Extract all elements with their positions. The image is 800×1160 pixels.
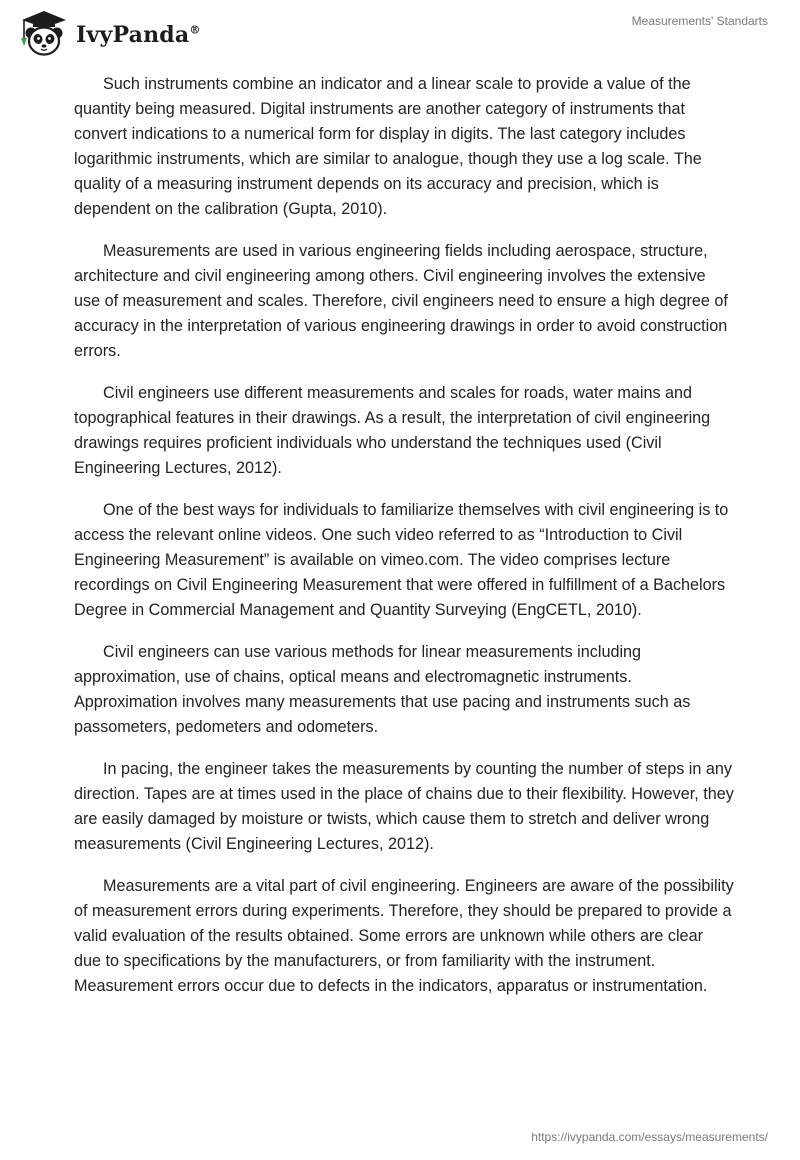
essay-body bbox=[74, 72, 734, 1016]
paragraph: Measurements are a vital part of civil engineering. Engineers are aware of the possibility of measurement errors during experiments. Therefore, they should be prepared to provide a valid evaluation of the results obtained. Some errors are unknown while others are clear due to specifications by the manufacturers, or from familiarity with the instrument. Measurement errors occur due to defects in the indicators, apparatus or instrumentation. bbox=[74, 877, 734, 995]
paragraph: Measurements are used in various engineering fields including aerospace, structure, architecture and civil engineering among others. Civil engineering involves the extensive use of measurement and scales. Therefore, civil engineers need to ensure a high degree of accuracy in the interpretation of various engineering drawings in order to avoid construction errors. bbox=[74, 242, 728, 360]
panda-graduate-icon bbox=[14, 8, 72, 58]
paragraph: Civil engineers use different measurements and scales for roads, water mains and topographical features in their drawings. As a result, the interpretation of civil engineering drawings requires proficient individuals who understand the techniques used (Civil Engineering Lectures, 2012). bbox=[74, 384, 711, 477]
paragraph: Such instruments combine an indicator and a linear scale to provide a value of the quantity being measured. Digital instruments are another category of instruments that convert indications to a numerical form for display in digits. The last category includes logarithmic instruments, which are similar to analogue, though they use a log scale. The quality of a measuring instrument depends on its accuracy and precision, which is dependent on the calibration (Gupta, 2010). bbox=[74, 75, 702, 218]
brand-name: IvyPanda® bbox=[76, 22, 201, 48]
source-url[interactable]: https://ivypanda.com/essays/measurements/ bbox=[531, 1130, 768, 1144]
ivypanda-logo[interactable] bbox=[14, 8, 201, 58]
paragraph: In pacing, the engineer takes the measurements by counting the number of steps in any direction. Tapes are at times used in the place of chains due to their flexibility. However, they are easily damaged by moisture or twists, which cause them to stretch and deliver wrong measurements (Civil Engineering Lectures, 2012). bbox=[74, 760, 734, 853]
page-header bbox=[0, 0, 800, 70]
document-title: Measurements' Standarts bbox=[631, 14, 768, 28]
paragraph: One of the best ways for individuals to familiarize themselves with civil engineering is to access the relevant online videos. One such video referred to as “Introduction to Civil Engineering Measurement” is available on vimeo.com. The video comprises lecture recordings on Civil Engineering Measurement that were offered in fulfillment of a Bachelors Degree in Commercial Management and Quantity Surveying (EngCETL, 2010). bbox=[74, 501, 729, 619]
paragraph: Civil engineers can use various methods for linear measurements including approximation, use of chains, optical means and electromagnetic instruments. Approximation involves many measurements that use pacing and instruments such as passometers, pedometers and odometers. bbox=[74, 643, 691, 736]
